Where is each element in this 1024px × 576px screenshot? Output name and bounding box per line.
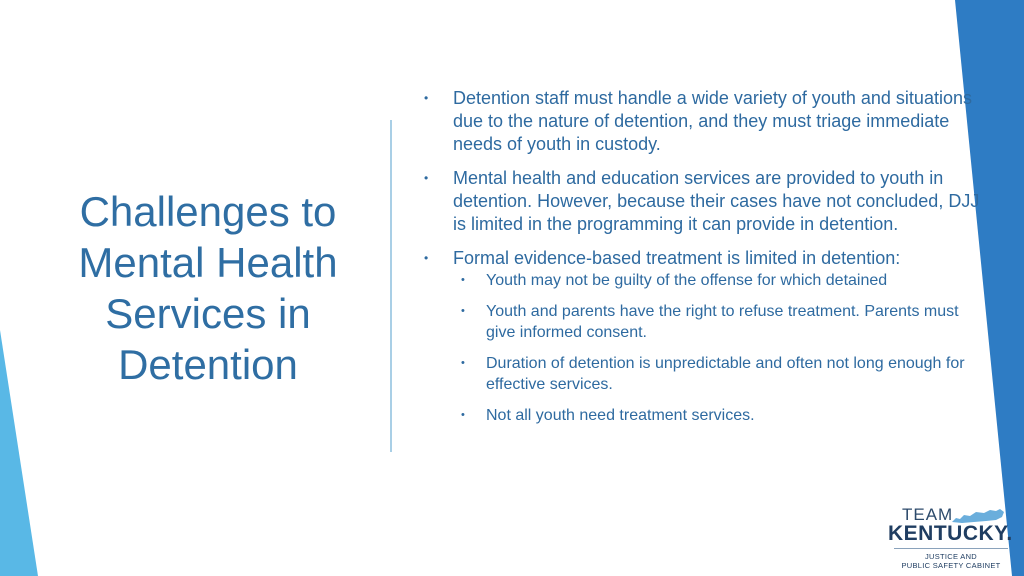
sub-bullet-text: Youth and parents have the right to refuse treatment. Parents must give informed consent. [486, 303, 959, 341]
sub-bullet-item [453, 353, 980, 395]
vertical-divider [390, 120, 392, 452]
sub-bullet-text: Youth may not be guilty of the offense for which detained [486, 272, 888, 289]
sub-bullet-text: Duration of detention is unpredictable and often not long enough for effective services. [486, 355, 965, 393]
sub-bullet-item [453, 270, 980, 291]
sub-bullet-text: Not all youth need treatment services. [486, 407, 755, 424]
bullet-item [420, 167, 980, 236]
logo-subtitle-line: PUBLIC SAFETY CABINET [901, 561, 1001, 570]
sub-bullet-item [453, 405, 980, 426]
title-line: Mental Health [78, 239, 338, 286]
sub-bullet-item [453, 301, 980, 343]
bullet-item [420, 87, 980, 156]
bullet-icon: • [461, 357, 465, 369]
bullet-content [420, 87, 980, 437]
slide-title [40, 186, 376, 390]
bullet-icon: • [424, 171, 429, 185]
logo-kentucky-text: KENTUCKY. [888, 522, 1013, 545]
bullet-item [420, 247, 980, 426]
bullet-icon: • [424, 251, 429, 265]
bullet-text: Detention staff must handle a wide variety of youth and situations due to the nature of detention, and they must triage immediate needs of youth in custody. [453, 88, 972, 154]
team-kentucky-logo [880, 505, 1013, 571]
title-line: Challenges to [79, 188, 337, 235]
logo-subtitle-line: JUSTICE AND [924, 552, 978, 561]
logo-subtitle [880, 552, 1022, 570]
logo-divider [894, 548, 1008, 549]
bullet-icon: • [461, 409, 465, 421]
bullet-icon: • [461, 274, 465, 286]
logo-team-text: TEAM [902, 505, 954, 524]
sub-bullet-list [453, 270, 980, 426]
bullet-icon: • [424, 91, 429, 105]
title-line: Services in [105, 290, 311, 337]
title-line: Detention [118, 341, 298, 388]
bullet-icon: • [461, 305, 465, 317]
bullet-list [420, 87, 980, 426]
bullet-text: Mental health and education services are provided to youth in detention. However, because their cases have not concluded, DJJ is limited in the programming it can provide in detention. [453, 168, 980, 234]
left-accent-wedge [0, 330, 38, 576]
bullet-text: Formal evidence-based treatment is limited in detention: [453, 248, 901, 268]
